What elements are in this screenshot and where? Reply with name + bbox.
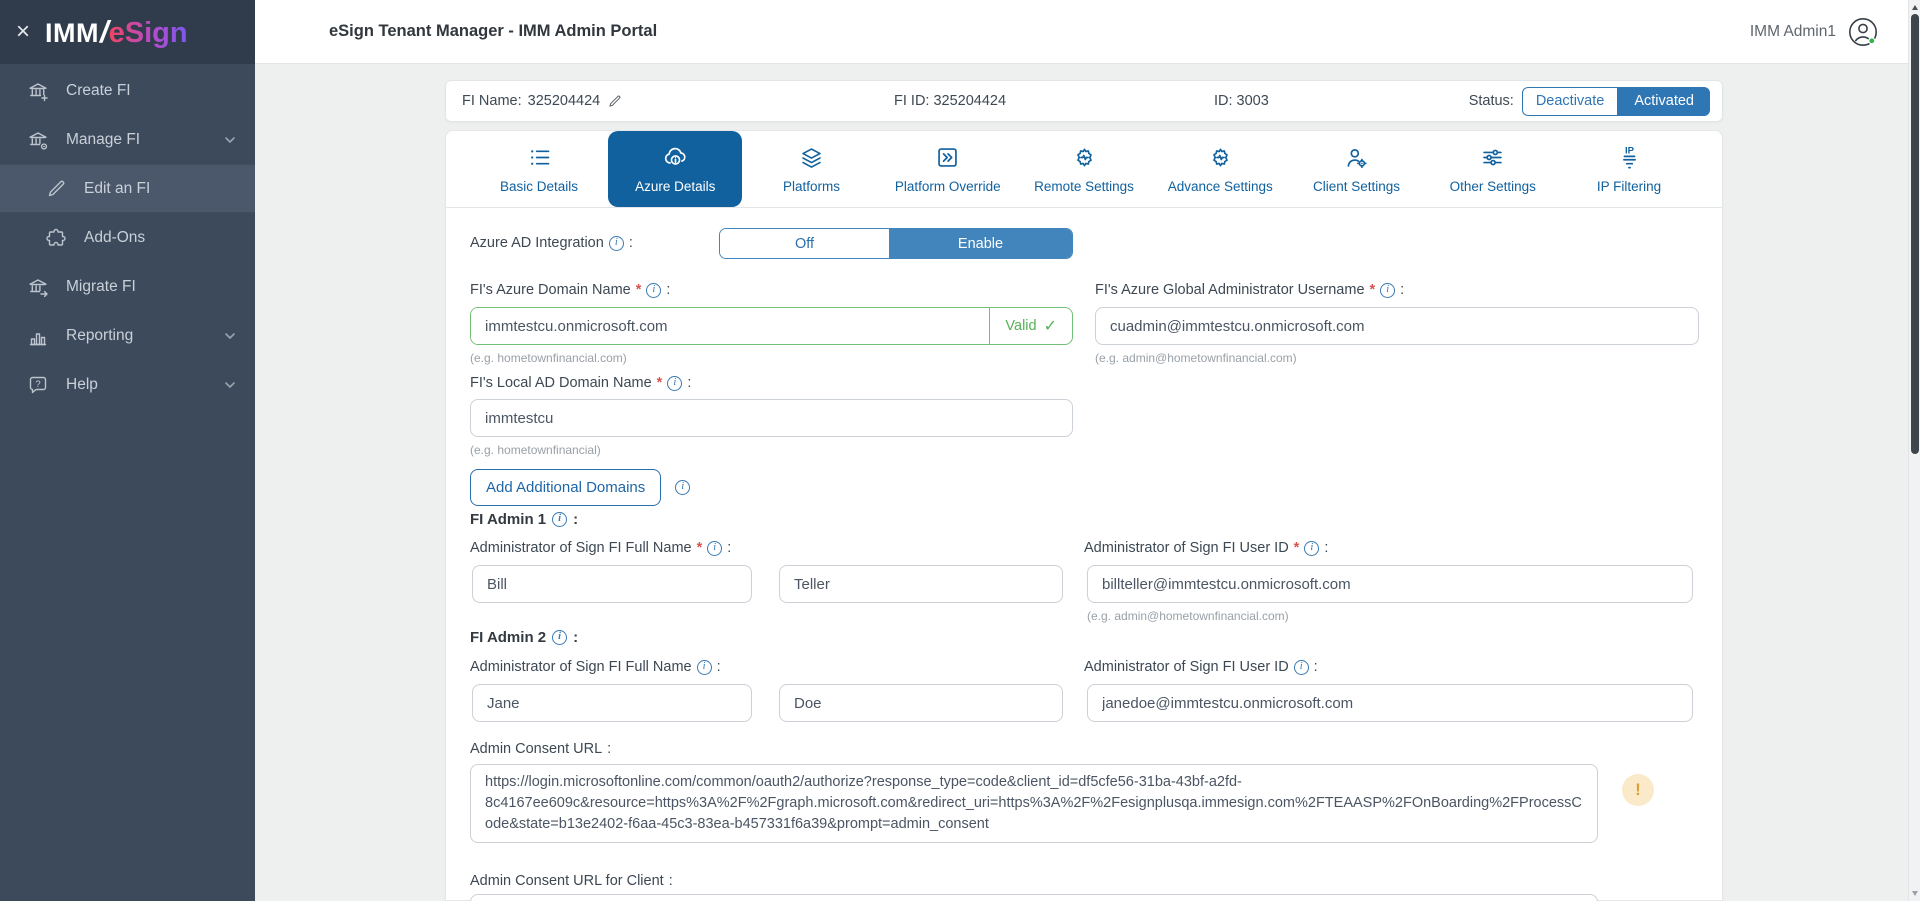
- admin1-userid-hint: (e.g. admin@hometownfinancial.com): [1087, 609, 1289, 623]
- admin2-first-name-input[interactable]: [472, 684, 752, 722]
- info-icon[interactable]: i: [1380, 283, 1395, 298]
- admin2-last-name-input[interactable]: [779, 684, 1063, 722]
- label-text: Azure AD Integration: [470, 235, 604, 251]
- ip-filter-icon: [1616, 144, 1643, 171]
- fi-id-value: 325204424: [933, 93, 1007, 109]
- sidebar-item-manage-fi[interactable]: [0, 115, 255, 164]
- bank-arrow-icon: [26, 275, 50, 299]
- chevron-down-icon: [223, 329, 237, 343]
- sidebar-item-add-ons[interactable]: [0, 213, 255, 262]
- tab-remote-settings[interactable]: [1017, 131, 1151, 207]
- tab-label: Platforms: [782, 179, 840, 194]
- edit-fi-name-icon[interactable]: [606, 93, 623, 110]
- avatar-icon[interactable]: [1846, 15, 1880, 49]
- sidebar-item-help[interactable]: [0, 360, 255, 409]
- check-icon: ✓: [1043, 318, 1057, 335]
- label-colon: :: [573, 511, 579, 528]
- fi-admin2-heading: [470, 629, 578, 646]
- consent-url-client-label: [470, 873, 673, 889]
- required-asterisk: *: [635, 282, 642, 298]
- fi-id-label: FI ID:: [894, 93, 930, 109]
- arrow-box-icon: [934, 144, 961, 171]
- label-colon: :: [1400, 282, 1405, 298]
- help-bubble-icon: [26, 373, 50, 397]
- local-domain-hint: (e.g. hometownfinancial): [470, 443, 601, 457]
- chevron-down-icon: [223, 378, 237, 392]
- sidebar-item-reporting[interactable]: [0, 311, 255, 360]
- bank-gear-icon: [26, 128, 50, 152]
- label-text: Administrator of Sign FI Full Name: [470, 659, 692, 675]
- global-admin-input[interactable]: [1095, 307, 1699, 345]
- azure-domain-field-wrap: [470, 307, 1073, 345]
- tab-other-settings[interactable]: [1426, 131, 1560, 207]
- heading-text: FI Admin 2: [470, 629, 547, 646]
- page-scrollbar[interactable]: [1908, 0, 1920, 901]
- tab-advance-settings[interactable]: [1153, 131, 1287, 207]
- fi-admin1-heading: [470, 511, 578, 528]
- global-admin-hint: (e.g. admin@hometownfinancial.com): [1095, 351, 1297, 365]
- user-menu[interactable]: [1750, 15, 1880, 49]
- tab-bar: [446, 131, 1722, 208]
- local-domain-input[interactable]: [470, 399, 1073, 437]
- tab-platforms[interactable]: [745, 131, 879, 207]
- label-text: FI's Azure Global Administrator Username: [1095, 282, 1365, 298]
- azure-ad-toggle: [719, 228, 1073, 259]
- azure-details-form: [446, 208, 1722, 901]
- top-header: [255, 0, 1920, 64]
- tab-client-settings[interactable]: [1290, 131, 1424, 207]
- azure-ad-off-button[interactable]: Off: [720, 229, 889, 258]
- label-colon: :: [607, 741, 612, 757]
- cloud-info-icon: [662, 144, 689, 171]
- svg-text:?: ?: [35, 378, 41, 390]
- sidebar-item-migrate-fi[interactable]: [0, 262, 255, 311]
- info-icon[interactable]: i: [552, 630, 567, 645]
- label-colon: :: [666, 282, 671, 298]
- valid-label: Valid: [1005, 318, 1037, 334]
- status-label: Status:: [1468, 93, 1514, 109]
- tab-label: Advance Settings: [1167, 179, 1273, 194]
- tab-basic-details[interactable]: [472, 131, 606, 207]
- logo-esign-text: eSign: [108, 17, 188, 49]
- svg-text:IP: IP: [1624, 145, 1634, 157]
- info-icon[interactable]: i: [707, 541, 722, 556]
- label-text: Administrator of Sign FI User ID: [1084, 659, 1289, 675]
- tab-label: Basic Details: [499, 179, 579, 194]
- label-text: FI's Local AD Domain Name: [470, 375, 652, 391]
- page-title: eSign Tenant Manager - IMM Admin Portal: [329, 22, 658, 40]
- label-text: Administrator of Sign FI User ID: [1084, 540, 1289, 556]
- azure-domain-input[interactable]: [471, 308, 989, 344]
- label-colon: :: [1324, 540, 1329, 556]
- main-area: [255, 0, 1920, 901]
- tab-label: Platform Override: [894, 179, 1001, 194]
- layers-icon: [798, 144, 825, 171]
- sidebar: [0, 0, 255, 901]
- sidebar-item-label: Create FI: [66, 81, 131, 99]
- azure-domain-hint: (e.g. hometownfinancial.com): [470, 351, 627, 365]
- azure-ad-integration-label: [470, 235, 633, 251]
- activated-button[interactable]: Activated: [1618, 87, 1710, 116]
- required-asterisk: *: [1293, 540, 1300, 556]
- info-icon[interactable]: i: [646, 283, 661, 298]
- tab-azure-details[interactable]: [608, 131, 742, 207]
- consent-url-label: [470, 741, 611, 757]
- label-text: FI's Azure Domain Name: [470, 282, 631, 298]
- id-label: ID:: [1214, 93, 1233, 109]
- puzzle-icon: [44, 226, 68, 250]
- sidebar-item-label: Migrate FI: [66, 277, 136, 295]
- fi-name-label: FI Name:: [462, 93, 522, 109]
- label-colon: :: [727, 540, 732, 556]
- heading-text: FI Admin 1: [470, 511, 547, 528]
- global-admin-label: [1095, 282, 1404, 298]
- sidebar-item-edit-an-fi[interactable]: [0, 164, 255, 213]
- sidebar-item-create-fi[interactable]: [0, 66, 255, 115]
- consent-url-textarea[interactable]: [470, 764, 1598, 843]
- azure-ad-enable-button[interactable]: Enable: [889, 229, 1072, 258]
- label-text: Admin Consent URL: [470, 741, 603, 757]
- fi-name-value: 325204424: [527, 93, 601, 109]
- admin1-name-label: [470, 540, 731, 556]
- tab-label: IP Filtering: [1596, 179, 1662, 194]
- add-domains-row: [470, 469, 690, 506]
- logo-slash: /: [100, 14, 109, 49]
- bar-chart-icon: [26, 324, 50, 348]
- chevron-down-icon: [223, 133, 237, 147]
- required-asterisk: *: [696, 540, 703, 556]
- info-icon[interactable]: i: [675, 480, 690, 495]
- admin1-last-name-input[interactable]: [779, 565, 1063, 603]
- azure-domain-label: [470, 282, 670, 298]
- pencil-icon: [44, 177, 68, 201]
- user-name: IMM Admin1: [1749, 22, 1836, 40]
- list-icon: [526, 144, 553, 171]
- valid-badge: [989, 308, 1072, 344]
- label-colon: :: [687, 375, 692, 391]
- required-asterisk: *: [656, 375, 663, 391]
- fi-name-group: [462, 81, 623, 121]
- label-text: Admin Consent URL for Client: [470, 873, 664, 889]
- scrollbar-down-arrow-icon[interactable]: [1912, 891, 1918, 896]
- tab-label: Remote Settings: [1034, 179, 1134, 194]
- deactivate-button[interactable]: Deactivate: [1522, 87, 1619, 116]
- sidebar-nav: [0, 64, 255, 409]
- label-text: Administrator of Sign FI Full Name: [470, 540, 692, 556]
- label-colon: :: [573, 629, 579, 646]
- fi-info-bar: [445, 80, 1723, 122]
- bank-plus-icon: [26, 79, 50, 103]
- user-gear-icon: [1343, 144, 1370, 171]
- id-value: 3003: [1236, 93, 1269, 109]
- add-additional-domains-button[interactable]: Add Additional Domains: [470, 469, 661, 506]
- sidebar-item-label: Reporting: [66, 326, 134, 344]
- gear-wave-icon: [1071, 144, 1098, 171]
- label-colon: :: [716, 659, 721, 675]
- sliders-icon: [1479, 144, 1506, 171]
- tab-label: Azure Details: [635, 179, 716, 194]
- sidebar-item-label: Help: [66, 375, 98, 393]
- detail-panel: [445, 130, 1723, 901]
- fi-id-group: [894, 81, 1006, 121]
- tab-platform-override[interactable]: [881, 131, 1015, 207]
- label-colon: :: [668, 873, 673, 889]
- info-icon[interactable]: i: [667, 376, 682, 391]
- status-group: [1469, 81, 1710, 121]
- logo-bar: [0, 0, 255, 64]
- admin1-userid-label: [1084, 540, 1328, 556]
- sidebar-item-label: Edit an FI: [84, 179, 151, 197]
- info-icon[interactable]: i: [609, 236, 624, 251]
- admin2-name-label: [470, 659, 721, 675]
- scrollbar-up-arrow-icon[interactable]: [1912, 5, 1918, 10]
- admin2-userid-input[interactable]: [1087, 684, 1693, 722]
- label-colon: :: [628, 235, 633, 251]
- tab-ip-filtering[interactable]: [1562, 131, 1696, 207]
- logo-imm-text: IMM: [45, 18, 99, 48]
- sidebar-item-label: Manage FI: [66, 130, 141, 148]
- admin2-userid-label: [1084, 659, 1318, 675]
- info-icon[interactable]: i: [1294, 660, 1309, 675]
- required-asterisk: *: [1369, 282, 1376, 298]
- id-group: [1214, 81, 1269, 121]
- local-domain-label: [470, 375, 691, 391]
- gear-wave-icon: [1207, 144, 1234, 171]
- info-icon[interactable]: i: [1304, 541, 1319, 556]
- warning-icon[interactable]: !: [1622, 774, 1654, 806]
- scrollbar-thumb[interactable]: [1911, 14, 1919, 454]
- imm-esign-logo: [45, 14, 188, 50]
- sidebar-item-label: Add-Ons: [84, 228, 146, 246]
- label-colon: :: [1313, 659, 1318, 675]
- info-icon[interactable]: i: [552, 512, 567, 527]
- status-toggle: [1522, 87, 1710, 116]
- consent-url-client-textarea[interactable]: [470, 894, 1598, 901]
- tab-label: Other Settings: [1449, 179, 1536, 194]
- content-area: [255, 64, 1920, 901]
- info-icon[interactable]: i: [697, 660, 712, 675]
- tab-label: Client Settings: [1312, 179, 1401, 194]
- admin1-first-name-input[interactable]: [472, 565, 752, 603]
- admin1-userid-input[interactable]: [1087, 565, 1693, 603]
- sidebar-close-icon[interactable]: ×: [16, 18, 31, 45]
